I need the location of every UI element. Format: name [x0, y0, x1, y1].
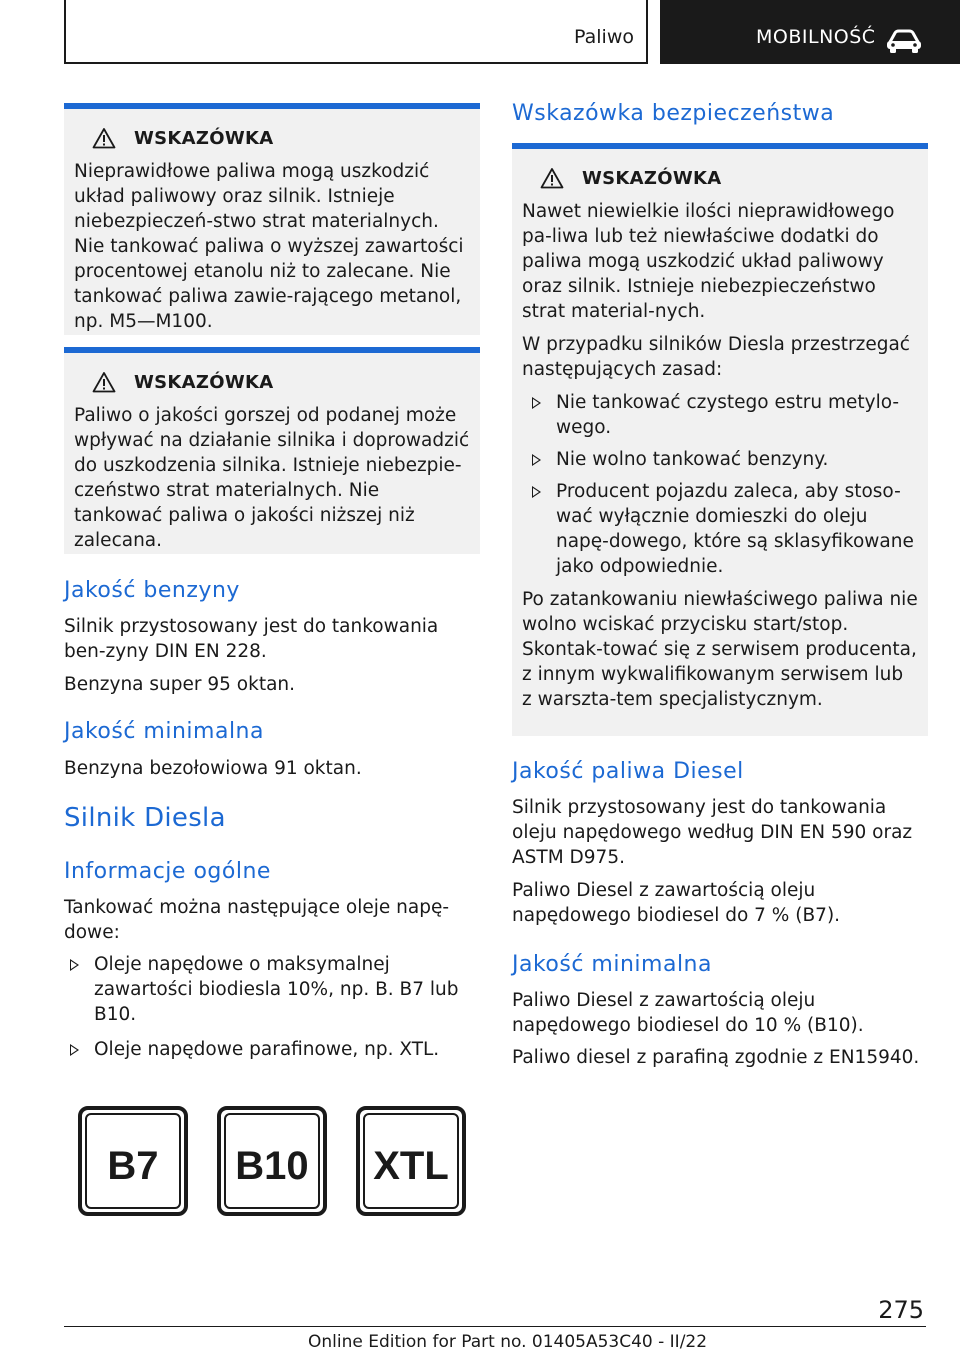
- min-quality-text: Benzyna bezołowiowa 91 oktan.: [64, 758, 362, 779]
- warning-box-fuel: [64, 103, 480, 335]
- list-item: Producent pojazdu zaleca, aby stoso-wać wyłącznie domieszki do oleju napę-dowego, które są sklasyfikowane jako odpowiednie.: [522, 479, 918, 579]
- bullet-arrow-icon: [532, 454, 541, 466]
- chapter-title: Paliwo: [574, 26, 634, 48]
- warning-icon: [540, 167, 564, 189]
- paraffin-text: Paliwo diesel z parafiną zgodnie z EN15940.: [512, 1047, 920, 1068]
- diesel-oil-list: [64, 952, 478, 1072]
- list-item: Nie tankować czystego estru metylo-wego.: [522, 390, 918, 440]
- warning-box-diesel: [512, 143, 928, 736]
- list-item: Oleje napędowe parafinowe, np. XTL.: [64, 1037, 478, 1062]
- heading-petrol-quality: Jakość benzyny: [64, 578, 240, 603]
- petrol-octane-text: Benzyna super 95 oktan.: [64, 674, 296, 695]
- heading-safety: Wskazówka bezpieczeństwa: [512, 101, 835, 126]
- diesel-rules-list: [522, 390, 918, 579]
- petrol-quality-text: Silnik przystosowany jest do tankowania ben-zyny DIN EN 228.: [64, 616, 439, 662]
- header-chapter-box: [64, 0, 648, 64]
- heading-min-quality: Jakość minimalna: [64, 719, 264, 744]
- list-item: Oleje napędowe o maksymalnej zawartości biodiesla 10%, np. B. B7 lub B10.: [64, 952, 478, 1027]
- heading-diesel-quality: Jakość paliwa Diesel: [512, 759, 744, 784]
- bullet-arrow-icon: [70, 1044, 79, 1056]
- warning-box-quality: [64, 347, 480, 554]
- bullet-arrow-icon: [532, 486, 541, 498]
- diesel-b7-text: Paliwo Diesel z zawartością oleju napędowego biodiesel do 7 % (B7).: [512, 880, 841, 926]
- warning-icon: [92, 127, 116, 149]
- page-number: 275: [878, 1296, 924, 1324]
- footer-edition: Online Edition for Part no. 01405A53C40 - II/22: [308, 1332, 708, 1352]
- warning-title: WSKAZÓWKA: [134, 371, 274, 393]
- heading-diesel-engine: Silnik Diesla: [64, 803, 226, 833]
- warning-text: Paliwo o jakości gorszej od podanej może wpływać na działanie silnika i doprowadzić do uszkodzenia silnika. Istnieje niebezpie-czeństwo strat materialnych. Nie tankować paliwa o jakości niższej niż zalecana.: [74, 405, 470, 551]
- fuel-label-xtl: XTL: [356, 1106, 466, 1216]
- heading-diesel-min-quality: Jakość minimalna: [512, 952, 712, 977]
- warning-title: WSKAZÓWKA: [134, 127, 274, 149]
- list-item: Nie wolno tankować benzyny.: [522, 447, 918, 472]
- warning-text: W przypadku silników Diesla przestrzegać następujących zasad:: [522, 334, 910, 380]
- bullet-arrow-icon: [532, 397, 541, 409]
- diesel-quality-text: Silnik przystosowany jest do tankowania oleju napędowego według DIN EN 590 oraz ASTM D975.: [512, 797, 913, 868]
- car-icon: [884, 28, 924, 54]
- warning-icon: [92, 371, 116, 393]
- warning-text: Po zatankowaniu niewłaściwego paliwa nie wolno wciskać przycisku start/stop. Skontak-tować się z serwisem producenta, z innym wykwalifikowanym serwisem lub z warszta-tem specjalistycznym.: [522, 589, 918, 710]
- fuel-label-b10: B10: [217, 1106, 327, 1216]
- footer-divider: [64, 1326, 926, 1327]
- warning-title: WSKAZÓWKA: [582, 167, 722, 189]
- section-title: MOBILNOŚĆ: [756, 26, 876, 48]
- general-info-text: Tankować można następujące oleje napę-dowe:: [64, 897, 450, 943]
- fuel-label-b7: B7: [78, 1106, 188, 1216]
- diesel-b10-text: Paliwo Diesel z zawartością oleju napędowego biodiesel do 10 % (B10).: [512, 990, 864, 1036]
- heading-general-info: Informacje ogólne: [64, 859, 271, 884]
- warning-text: Nawet niewielkie ilości nieprawidłowego pa-liwa lub też niewłaściwe dodatki do paliwa mogą uszkodzić układ paliwowy oraz silnik. Istnieje niebezpieczeństwo strat material-nych.: [522, 201, 895, 322]
- warning-text: Nieprawidłowe paliwa mogą uszkodzić układ paliwowy oraz silnik. Istnieje niebezpieczeń-stwo strat materialnych. Nie tankować paliwa o wyższej zawartości procentowej etanolu niż to zalecane. Nie tankować paliwa zawie-rającego metanol, np. M5—M100.: [74, 161, 464, 332]
- bullet-arrow-icon: [70, 959, 79, 971]
